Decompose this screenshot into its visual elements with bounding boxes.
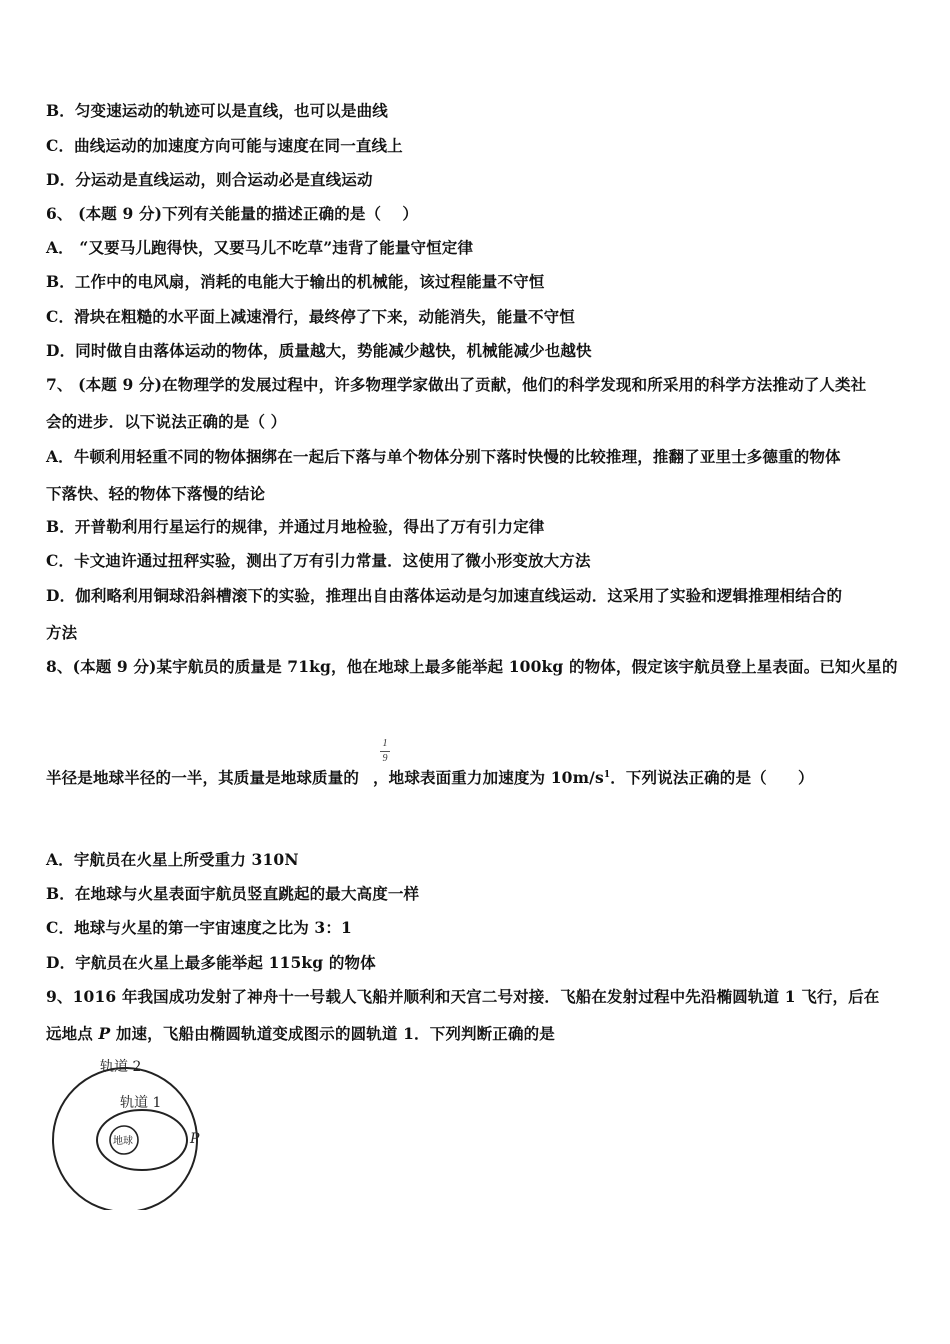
q9-stem-line2-a: 远地点: [46, 1024, 99, 1043]
earth-label: 地球: [113, 1136, 133, 1147]
q8-option-b: B．在地球与火星表面宇航员竖直跳起的最大高度一样: [46, 884, 420, 903]
q8-option-a: A．宇航员在火星上所受重力 310N: [46, 850, 299, 869]
q6-option-d: D．同时做自由落体运动的物体，质量越大，势能减少越快，机械能减少也越快: [46, 341, 592, 360]
q8-option-d: D．宇航员在火星上最多能举起 115kg 的物体: [46, 953, 376, 972]
orbit-2-label: 轨道 2: [100, 1059, 142, 1075]
q8-fraction-denominator: 9: [382, 753, 388, 764]
q6-option-c: C．滑块在粗糙的水平面上减速滑行，最终停了下来，动能消失，能量不守恒: [46, 307, 575, 326]
q8-stem-line2-b: ，地球表面重力加速度为 10m/s: [373, 768, 604, 787]
fraction-bar: [380, 751, 390, 752]
orbit-diagram: [40, 1050, 220, 1210]
q7-option-b: B．开普勒利用行星运行的规律，并通过月地检验，得出了万有引力定律: [46, 517, 545, 536]
q9-stem-line2-b: 加速，飞船由椭圆轨道变成图示的圆轨道 1．下列判断正确的是: [110, 1024, 555, 1043]
q9-point-p: P: [98, 1024, 111, 1043]
q6-stem: 6、 (本题 9 分)下列有关能量的描述正确的是（ ）: [46, 204, 419, 223]
q7-option-d-line1: D．伽利略利用铜球沿斜槽滚下的实验，推理出自由落体运动是匀加速直线运动．这采用了实验和逻辑推理相结合的: [46, 586, 843, 605]
q8-fraction: [380, 738, 390, 765]
q5-option-c: C．曲线运动的加速度方向可能与速度在同一直线上: [46, 136, 403, 155]
q7-option-d-line2: 方法: [46, 623, 78, 642]
q6-option-b: B．工作中的电风扇，消耗的电能大于输出的机械能，该过程能量不守恒: [46, 272, 545, 291]
q9-stem-line1: 9、1016 年我国成功发射了神舟十一号载人飞船并顺利和天宫二号对接．飞船在发射过程中先沿椭圆轨道 1 飞行，后在: [46, 987, 880, 1006]
q8-stem-line2: [46, 768, 814, 788]
q7-option-a-line1: A．牛顿利用轻重不同的物体捆绑在一起后下落与单个物体分别下落时快慢的比较推理，推翻了亚里士多德重的物体: [46, 447, 841, 466]
q5-option-b: B．匀变速运动的轨迹可以是直线，也可以是曲线: [46, 101, 388, 120]
q8-stem-line1: 8、(本题 9 分)某宇航员的质量是 71kg，他在地球上最多能举起 100kg 的物体，假定该宇航员登上星表面。已知火星的: [46, 657, 898, 676]
q8-superscript: 1: [603, 769, 611, 780]
q6-option-a: A． “又要马儿跑得快，又要马儿不吃草”违背了能量守恒定律: [46, 238, 474, 257]
q7-stem-line2: 会的进步．以下说法正确的是（ ）: [46, 412, 287, 431]
orbit-1-label: 轨道 1: [120, 1095, 162, 1111]
q8-stem-line2-c: ．下列说法正确的是（ ）: [610, 768, 814, 787]
q8-option-c: C．地球与火星的第一宇宙速度之比为 3：1: [46, 918, 352, 937]
q8-stem-line2-a: 半径是地球半径的一半，其质量是地球质量的: [46, 768, 360, 787]
q7-option-a-line2: 下落快、轻的物体下落慢的结论: [46, 484, 266, 503]
q9-stem-line2: [46, 1024, 555, 1044]
q7-option-c: C．卡文迪许通过扭秤实验，测出了万有引力常量．这使用了微小形变放大方法: [46, 551, 591, 570]
q5-option-d: D．分运动是直线运动，则合运动必是直线运动: [46, 170, 373, 189]
point-p-label: P: [190, 1131, 200, 1147]
q8-fraction-numerator: 1: [382, 738, 388, 749]
q7-stem-line1: 7、 (本题 9 分)在物理学的发展过程中，许多物理学家做出了贡献，他们的科学发现和所采用的科学方法推动了人类社: [46, 375, 867, 394]
